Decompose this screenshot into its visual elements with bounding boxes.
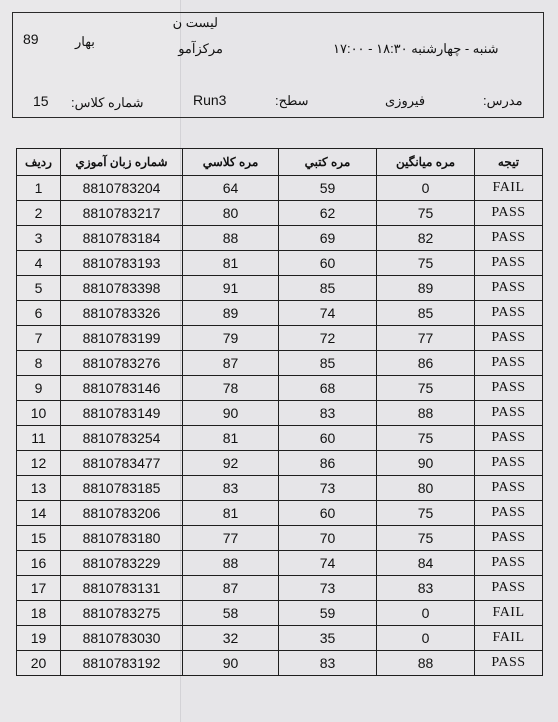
cell-student-id: 8810783149 [61,401,183,426]
class-schedule: شنبه - چهارشنبه ۱۸:۳۰ - ۱۷:۰۰ [333,41,499,56]
cell-written-score: 73 [279,576,377,601]
cell-written-score: 83 [279,401,377,426]
cell-row-number: 5 [17,276,61,301]
cell-class-score: 83 [183,476,279,501]
cell-written-score: 73 [279,476,377,501]
cell-row-number: 14 [17,501,61,526]
header-row-number: رديف [17,149,61,176]
cell-student-id: 8810783185 [61,476,183,501]
table-row [17,351,543,376]
cell-written-score: 83 [279,651,377,676]
cell-class-score: 79 [183,326,279,351]
cell-midterm-score: 88 [377,401,475,426]
cell-row-number: 11 [17,426,61,451]
cell-result: PASS [475,201,543,226]
cell-row-number: 15 [17,526,61,551]
header-student-id: شماره زبان آموزي [61,149,183,176]
cell-result: PASS [475,351,543,376]
cell-row-number: 9 [17,376,61,401]
cell-class-score: 87 [183,351,279,376]
cell-class-score: 87 [183,576,279,601]
cell-written-score: 69 [279,226,377,251]
cell-student-id: 8810783254 [61,426,183,451]
cell-student-id: 8810783206 [61,501,183,526]
table-row [17,251,543,276]
cell-row-number: 2 [17,201,61,226]
institute-name: مرکزآمو [178,41,223,56]
cell-row-number: 1 [17,176,61,201]
cell-class-score: 91 [183,276,279,301]
cell-class-score: 89 [183,301,279,326]
cell-result: PASS [475,651,543,676]
cell-written-score: 85 [279,351,377,376]
level-value: Run3 [193,92,227,108]
cell-written-score: 70 [279,526,377,551]
cell-result: PASS [475,426,543,451]
class-number-label: شماره کلاس: [71,95,144,110]
table-row [17,576,543,601]
table-row [17,501,543,526]
term-value: 89 [23,31,39,47]
cell-result: PASS [475,576,543,601]
table-row [17,451,543,476]
cell-student-id: 8810783204 [61,176,183,201]
teacher-value: فیروزی [385,93,426,108]
cell-midterm-score: 84 [377,551,475,576]
table-row [17,651,543,676]
cell-class-score: 77 [183,526,279,551]
cell-written-score: 72 [279,326,377,351]
cell-class-score: 88 [183,226,279,251]
cell-written-score: 68 [279,376,377,401]
cell-written-score: 35 [279,626,377,651]
table-row [17,326,543,351]
cell-row-number: 18 [17,601,61,626]
cell-midterm-score: 0 [377,601,475,626]
cell-class-score: 88 [183,551,279,576]
cell-midterm-score: 77 [377,326,475,351]
cell-result: FAIL [475,601,543,626]
table-row [17,226,543,251]
cell-row-number: 10 [17,401,61,426]
cell-written-score: 60 [279,426,377,451]
cell-result: PASS [475,501,543,526]
cell-student-id: 8810783229 [61,551,183,576]
cell-student-id: 8810783217 [61,201,183,226]
cell-midterm-score: 75 [377,526,475,551]
cell-midterm-score: 83 [377,576,475,601]
cell-row-number: 20 [17,651,61,676]
table-row [17,601,543,626]
cell-midterm-score: 90 [377,451,475,476]
level-label: سطح: [275,93,309,108]
table-row [17,476,543,501]
cell-student-id: 8810783146 [61,376,183,401]
cell-result: PASS [475,276,543,301]
cell-student-id: 8810783030 [61,626,183,651]
cell-row-number: 7 [17,326,61,351]
cell-row-number: 4 [17,251,61,276]
cell-midterm-score: 86 [377,351,475,376]
cell-result: PASS [475,476,543,501]
cell-student-id: 8810783477 [61,451,183,476]
cell-result: PASS [475,551,543,576]
cell-row-number: 16 [17,551,61,576]
cell-midterm-score: 85 [377,301,475,326]
cell-class-score: 58 [183,601,279,626]
cell-result: PASS [475,301,543,326]
cell-student-id: 8810783193 [61,251,183,276]
cell-class-score: 81 [183,426,279,451]
cell-midterm-score: 75 [377,501,475,526]
cell-student-id: 8810783276 [61,351,183,376]
cell-midterm-score: 75 [377,426,475,451]
table-row [17,301,543,326]
table-row [17,426,543,451]
cell-midterm-score: 0 [377,176,475,201]
term-label: بهار [75,34,95,49]
cell-class-score: 78 [183,376,279,401]
class-number-value: 15 [33,93,49,109]
cell-result: PASS [475,376,543,401]
cell-written-score: 62 [279,201,377,226]
cell-row-number: 8 [17,351,61,376]
cell-result: PASS [475,451,543,476]
cell-written-score: 59 [279,176,377,201]
cell-result: PASS [475,251,543,276]
table-row [17,551,543,576]
cell-row-number: 12 [17,451,61,476]
cell-written-score: 74 [279,551,377,576]
cell-row-number: 17 [17,576,61,601]
cell-result: PASS [475,326,543,351]
cell-midterm-score: 89 [377,276,475,301]
cell-class-score: 81 [183,501,279,526]
cell-student-id: 8810783199 [61,326,183,351]
cell-midterm-score: 88 [377,651,475,676]
cell-student-id: 8810783192 [61,651,183,676]
cell-student-id: 8810783275 [61,601,183,626]
cell-class-score: 90 [183,401,279,426]
table-row [17,176,543,201]
cell-student-id: 8810783131 [61,576,183,601]
header-class-score: مره كلاسي [183,149,279,176]
cell-written-score: 60 [279,251,377,276]
cell-class-score: 92 [183,451,279,476]
table-row [17,201,543,226]
cell-student-id: 8810783326 [61,301,183,326]
teacher-label: مدرس: [483,93,523,108]
header-box [12,12,544,118]
table-row [17,526,543,551]
cell-midterm-score: 80 [377,476,475,501]
cell-written-score: 85 [279,276,377,301]
cell-student-id: 8810783180 [61,526,183,551]
cell-result: PASS [475,401,543,426]
cell-written-score: 60 [279,501,377,526]
cell-row-number: 13 [17,476,61,501]
cell-class-score: 80 [183,201,279,226]
cell-class-score: 64 [183,176,279,201]
table-row [17,401,543,426]
cell-row-number: 6 [17,301,61,326]
cell-written-score: 59 [279,601,377,626]
cell-midterm-score: 82 [377,226,475,251]
cell-midterm-score: 75 [377,201,475,226]
cell-midterm-score: 75 [377,251,475,276]
table-row [17,626,543,651]
table-row [17,276,543,301]
cell-row-number: 3 [17,226,61,251]
cell-result: PASS [475,226,543,251]
cell-result: FAIL [475,626,543,651]
table-row [17,376,543,401]
cell-student-id: 8810783398 [61,276,183,301]
cell-row-number: 19 [17,626,61,651]
cell-midterm-score: 0 [377,626,475,651]
cell-midterm-score: 75 [377,376,475,401]
cell-written-score: 86 [279,451,377,476]
header-midterm-score: مره ميانگين [377,149,475,176]
table-header-row [17,149,543,176]
document-title: لیست ن [172,15,218,30]
grades-table [16,148,543,676]
cell-result: PASS [475,526,543,551]
cell-class-score: 32 [183,626,279,651]
header-written-score: مره كتبي [279,149,377,176]
cell-class-score: 90 [183,651,279,676]
cell-written-score: 74 [279,301,377,326]
cell-result: FAIL [475,176,543,201]
header-result: تيجه [475,149,543,176]
cell-student-id: 8810783184 [61,226,183,251]
cell-class-score: 81 [183,251,279,276]
